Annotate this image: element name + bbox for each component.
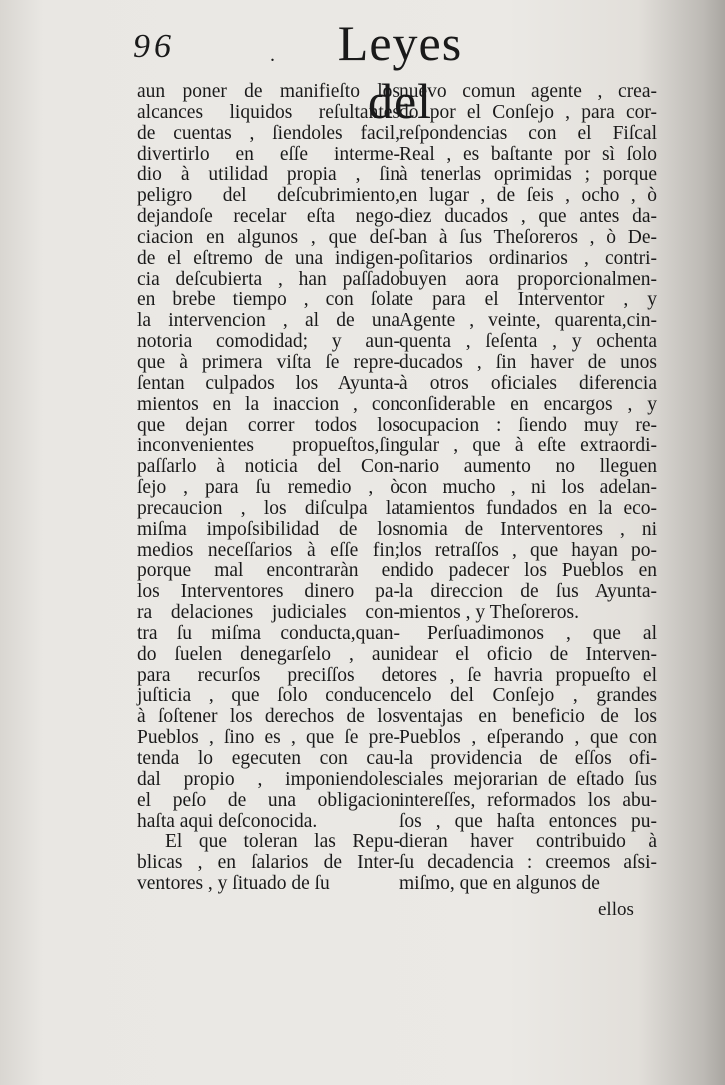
text-line: intereſſes, reformados los abu- xyxy=(399,789,657,811)
text-line: cia deſcubierta , han paſſado xyxy=(137,268,400,290)
text-line: mientos , y Theſoreros. xyxy=(399,602,579,624)
text-line: Perſuadimonos , que al xyxy=(427,622,657,644)
text-line: ciales mejorarian de eſtado ſus xyxy=(399,768,657,790)
text-line: aun poner de manifieſto los xyxy=(137,81,400,102)
text-line: à otros oficiales diferencia xyxy=(399,372,657,394)
text-line: tores , ſe havria propueſto el xyxy=(399,664,657,686)
text-line: Pueblos , ſino es , que ſe pre- xyxy=(137,727,400,749)
text-line: medios neceſſarios à eſſe fin; xyxy=(137,539,400,561)
text-line: conſiderable en encargos , y xyxy=(399,393,657,415)
catchword: ellos xyxy=(598,899,634,920)
text-line: ciacion en algunos , que deſ- xyxy=(137,226,400,248)
text-line: celo del Conſejo , grandes xyxy=(399,685,657,707)
text-line: miſma impoſsibilidad de los xyxy=(137,518,400,540)
text-line: que à primera viſta ſe repre- xyxy=(137,351,400,373)
text-line: poſitarios ordinarios , contri- xyxy=(399,247,657,269)
text-line: gular , que à eſte extraordi- xyxy=(399,435,657,457)
text-line: los retraſſos , que hayan po- xyxy=(399,539,657,561)
text-line: te para el Interventor , y xyxy=(399,289,657,311)
text-line: dejandoſe recelar eſta nego- xyxy=(137,206,400,228)
text-line: dio à utilidad propia , ſin xyxy=(137,164,400,186)
text-line: do ſuelen denegarſelo , aun xyxy=(137,643,400,665)
text-line: dieran haver contribuido à xyxy=(399,831,657,853)
text-line: de el eſtremo de una indigen- xyxy=(137,247,400,269)
text-line: do por el Conſejo , para cor- xyxy=(399,101,657,123)
page-number: 96 xyxy=(133,28,175,65)
text-line: quenta , ſeſenta , y ochenta xyxy=(399,331,657,353)
text-line: ſos , que haſta entonces pu- xyxy=(399,810,657,832)
text-line: peligro del deſcubrimiento, xyxy=(137,185,400,207)
text-line: Agente , veinte, quarenta,cin- xyxy=(399,310,657,332)
text-line: dal propio , imponiendoles xyxy=(137,768,400,790)
text-line: que dejan correr todos los xyxy=(137,414,400,436)
text-line: Real , es baſtante por sì ſolo xyxy=(399,143,657,165)
text-line: juſticia , que ſolo conducen xyxy=(137,685,400,707)
text-line: ducados , ſin haver de unos xyxy=(399,351,657,373)
text-line: ra delaciones judiciales con- xyxy=(137,602,400,624)
text-line: paſſarlo à noticia del Con- xyxy=(137,456,400,478)
text-line: buyen aora proporcionalmen- xyxy=(399,268,657,290)
text-line: mientos en la inaccion , con xyxy=(137,393,400,415)
text-line: de cuentas , ſiendoles facil, xyxy=(137,122,400,144)
right-column xyxy=(399,82,657,895)
text-line: notoria comodidad; y aun- xyxy=(137,331,400,353)
text-line: nomia de Interventores , ni xyxy=(399,518,657,540)
text-line: en lugar , de ſeis , ocho , ò xyxy=(399,185,657,207)
text-line: dido padecer los Pueblos en xyxy=(399,560,657,582)
text-line: à ſoſtener los derechos de los xyxy=(137,706,400,728)
text-line: ſentan culpados los Ayunta- xyxy=(137,372,400,394)
text-line: tenda lo egecuten con cau- xyxy=(137,748,400,769)
text-line: ban à ſus Theſoreros , ò De- xyxy=(399,226,657,248)
running-title: Leyes del xyxy=(337,15,463,129)
text-line: con mucho , ni los adelan- xyxy=(399,477,657,499)
text-line: ventores , y ſituado de ſu xyxy=(137,873,330,895)
text-line: inconvenientes propueſtos,ſin xyxy=(137,435,400,457)
text-line: à tenerlas oprimidas ; porque xyxy=(399,164,657,186)
text-line: nuevo comun agente , crea- xyxy=(399,81,657,102)
text-line: diez ducados , que antes da- xyxy=(399,206,657,228)
text-line: reſpondencias con el Fiſcal xyxy=(399,122,657,144)
text-line: porque mal encontraràn en xyxy=(137,560,400,582)
text-line: precaucion , los diſculpa la xyxy=(137,497,400,519)
text-line: haſta aqui deſconocida. xyxy=(137,810,318,832)
text-line: ſejo , para ſu remedio , ò xyxy=(137,477,400,499)
text-line: ventajas en beneficio de los xyxy=(399,706,657,728)
text-line: tamientos fundados en la eco- xyxy=(399,497,657,519)
text-line: ſu decadencia : creemos aſsi- xyxy=(399,852,657,874)
text-line: nario aumento no lleguen xyxy=(399,456,657,478)
text-line: blicas , en ſalarios de Inter- xyxy=(137,852,400,874)
text-line: para recurſos preciſſos de xyxy=(137,664,400,686)
text-line: El que toleran las Repu- xyxy=(165,831,400,853)
text-line: alcances liquidos reſultantes xyxy=(137,101,400,123)
text-line: la direccion de ſus Ayunta- xyxy=(399,581,657,603)
left-column xyxy=(137,82,400,895)
text-line: la intervencion , al de una xyxy=(137,310,400,332)
text-line: en brebe tiempo , con ſola xyxy=(137,289,400,311)
text-line: tra ſu miſma conducta,quan- xyxy=(137,622,400,644)
ornament: . xyxy=(270,44,275,66)
text-line: el peſo de una obligacion xyxy=(137,789,400,811)
text-line: miſmo, que en algunos de xyxy=(399,873,600,895)
text-line: idear el oficio de Interven- xyxy=(399,643,657,665)
text-line: los Interventores dinero pa- xyxy=(137,581,400,603)
text-line: divertirlo en eſſe interme- xyxy=(137,143,400,165)
text-line: Pueblos , eſperando , que con xyxy=(399,727,657,749)
text-line: ocupacion : ſiendo muy re- xyxy=(399,414,657,436)
text-line: la providencia de eſſos ofi- xyxy=(399,748,657,769)
